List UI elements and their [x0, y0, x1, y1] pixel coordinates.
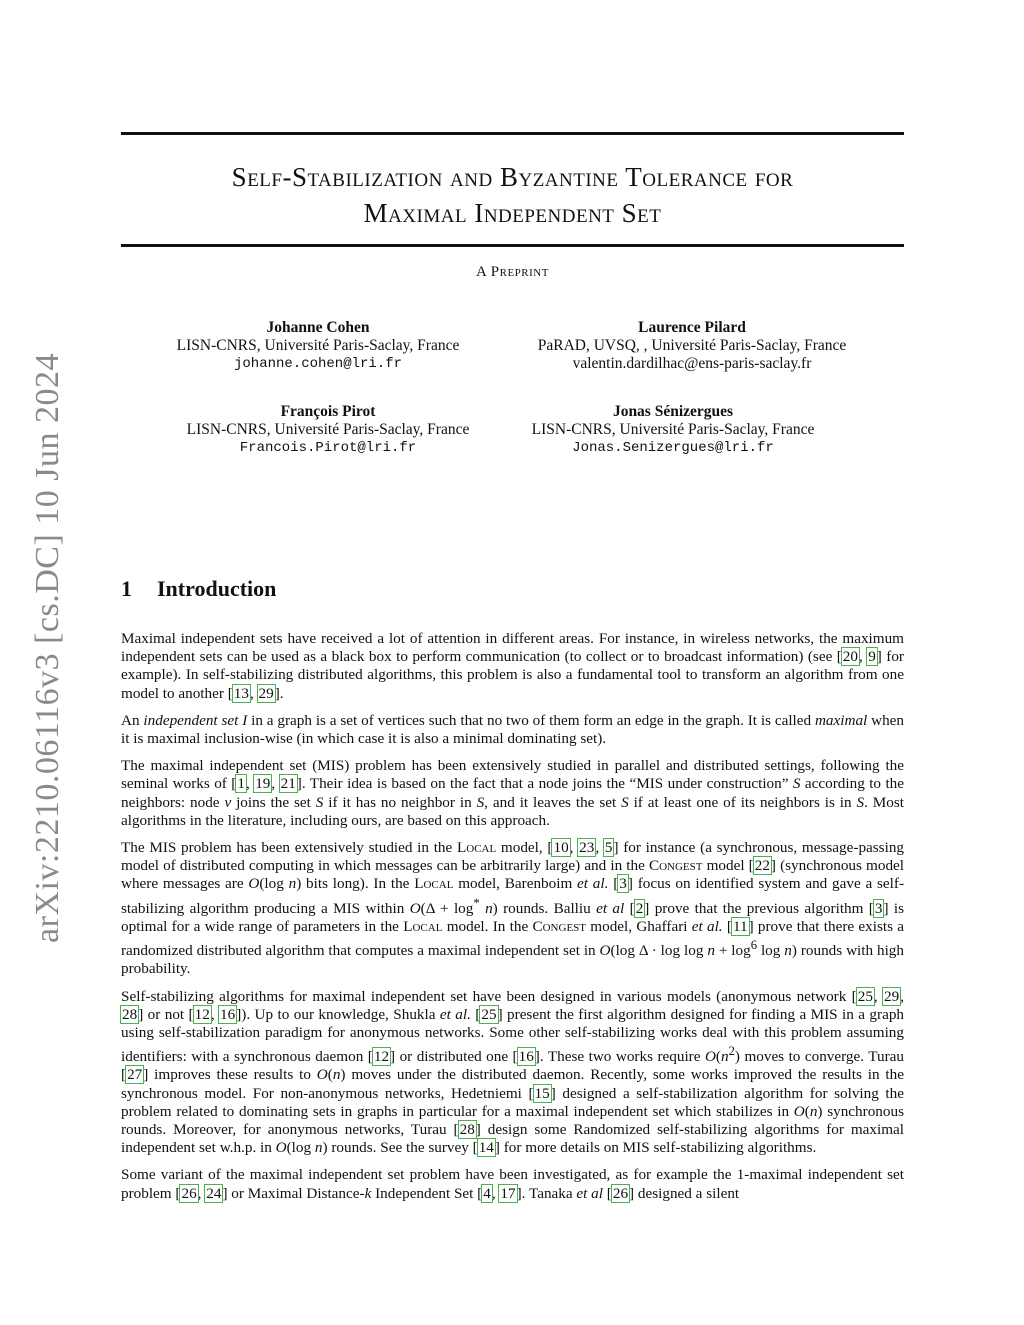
- author-email[interactable]: johanne.cohen@lri.fr: [233, 356, 403, 372]
- citation-link[interactable]: 26: [612, 1184, 629, 1202]
- citation-link[interactable]: 3: [874, 899, 883, 917]
- citation-link[interactable]: 23: [579, 839, 595, 857]
- author-email[interactable]: Jonas.Senizergues@lri.fr: [572, 440, 774, 456]
- author-affiliation: LISN-CNRS, Université Paris-Saclay, France: [176, 337, 460, 354]
- section-title: Introduction: [157, 576, 277, 601]
- author-email[interactable]: Francois.Pirot@lri.fr: [239, 440, 417, 456]
- citation-link[interactable]: 13: [233, 684, 249, 702]
- title-bottom-rule: [121, 244, 904, 247]
- citation-link[interactable]: 27: [127, 1066, 143, 1084]
- paper-title-line-2: Maximal Independent Set: [363, 198, 662, 228]
- author-affiliation: LISN-CNRS, Université Paris-Saclay, France: [531, 421, 815, 438]
- citation-link[interactable]: 12: [373, 1048, 390, 1066]
- author-block: [493, 403, 853, 457]
- author-block: [512, 319, 872, 373]
- body-text: [121, 630, 904, 1212]
- paragraph: Self-stabilizing algorithms for maximal independent set have been designed in various models (anonymous network [25, 29, 28] or not [12, 16]). Up to our knowledge, Shukla et al. [25] present the first algorithm designed for finding a MIS in a graph using self-stabilization paradigm for anonymous networks. Some other self-stabilizing works deal with this problem assuming identifiers: with a synchronous daemon [12] or distributed one [16]. These two works require $O(n^2)$ moves to converge. Turau [27] improves these results to O(n) moves under the distributed daemon. Recently, some works improved the results in the synchronous model. For non-anonymous networks, Hedetniemi [15] designed a self-stabilization algorithm for solving the problem related to dominating sets in graphs in particular for a maximal independent set which stabilizes in O(n) synchronous rounds. Moreover, for anonymous networks, Turau [28] design some Randomized self-stabilizing algorithms for maximal independent set w.h.p. in O(log n) rounds. See the survey [14] for more details on MIS self-stabilizing algorithms.: [121, 987, 905, 1157]
- section-number: 1: [121, 576, 132, 601]
- citation-link[interactable]: 10: [553, 839, 569, 857]
- title-top-rule: [121, 132, 904, 135]
- citation-link[interactable]: 9: [868, 648, 876, 666]
- paragraph: The maximal independent set (MIS) problem has been extensively studied in parallel and distributed settings, following the seminal works of [1, 19, 21]. Their idea is based on the fact that a node joins the “MIS under construction” S according to the neighbors: node v joins the set S if it has no neighbor in S, and it leaves the set S if at least one of its neighbors is in S. Most algorithms in the literature, including ours, are based on this approach.: [121, 757, 905, 829]
- citation-link[interactable]: 25: [481, 1005, 497, 1023]
- citation-link[interactable]: 22: [754, 857, 770, 875]
- citation-link[interactable]: 21: [280, 775, 296, 793]
- paragraph: An independent set I in a graph is a set of vertices such that no two of them form an edge in the graph. It is called maximal when it is maximal inclusion-wise (in which case it is also a minimal dominating set).: [121, 711, 905, 748]
- citation-link[interactable]: 5: [604, 839, 613, 857]
- citation-link[interactable]: 1: [237, 775, 245, 793]
- arxiv-stamp: arXiv:2210.06116v3 [cs.DC] 10 Jun 2024: [29, 352, 66, 944]
- citation-link[interactable]: 28: [122, 1005, 138, 1023]
- citation-link[interactable]: 17: [500, 1184, 516, 1202]
- citation-link[interactable]: 28: [459, 1121, 475, 1139]
- author-name: Laurence Pilard: [638, 319, 746, 336]
- citation-link[interactable]: 16: [220, 1005, 236, 1023]
- citation-link[interactable]: 16: [518, 1048, 534, 1066]
- paragraph: Maximal independent sets have received a lot of attention in different areas. For instance, in wireless networks, the maximum independent sets can be used as a black box to perform communication (to collect or to broadcast information) (see [20, 9] for example). In self-stabilizing distributed algorithms, this problem is also a fundamental tool to transform an algorithm from one model to another [13, 29].: [121, 630, 904, 702]
- paper-title-line-1: Self-Stabilization and Byzantine Tolerance for: [231, 162, 794, 192]
- author-name: François Pirot: [280, 403, 376, 420]
- citation-link[interactable]: 26: [181, 1184, 197, 1202]
- citation-link[interactable]: 19: [255, 775, 271, 793]
- author-email[interactable]: valentin.dardilhac@ens-paris-saclay.fr: [572, 355, 812, 372]
- citation-link[interactable]: 25: [857, 987, 873, 1005]
- author-name: Johanne Cohen: [266, 319, 370, 336]
- citation-link[interactable]: 29: [884, 987, 900, 1005]
- citation-link[interactable]: 20: [842, 648, 858, 666]
- paragraph: The MIS problem has been extensively studied in the Local model, [10, 23, 5] for instance (a synchronous, message-passing model of distributed computing in which messages can be arbitrarily large) and in the Congest model [22] (synchronous model where messages are O(log n) bits long). In the Local model, Barenboim et al. [3] focus on identified system and gave a self-stabilizing algorithm producing a MIS within O(Δ + log* n) rounds. Balliu et al [2] prove that the previous algorithm [3] is optimal for a wide range of parameters in the Local model. In the Congest model, Ghaffari et al. [11] prove that there exists a randomized distributed algorithm that computes a maximal independent set in O(log $\Delta \cdot \log \log n + \log^6 \log n$) rounds with high probability.: [121, 839, 905, 978]
- paragraph: Some variant of the maximal independent set problem have been investigated, as for example the 1-maximal independent set problem [26, 24] or Maximal Distance-k Independent Set [4, 17]. Tanaka et al [26] designed a silent: [121, 1166, 904, 1202]
- citation-link[interactable]: 3: [619, 875, 627, 893]
- author-affiliation: LISN-CNRS, Université Paris-Saclay, France: [186, 421, 470, 438]
- citation-link[interactable]: 11: [732, 917, 748, 935]
- citation-link[interactable]: 4: [483, 1184, 491, 1202]
- author-block: [138, 319, 498, 373]
- citation-link[interactable]: 12: [194, 1005, 210, 1023]
- citation-link[interactable]: 14: [478, 1139, 494, 1157]
- section-heading: [121, 576, 276, 602]
- citation-link[interactable]: 29: [258, 684, 274, 702]
- author-name: Jonas Sénizergues: [612, 403, 734, 420]
- author-block: [148, 403, 508, 457]
- citation-link[interactable]: 24: [206, 1184, 222, 1202]
- author-affiliation: PaRAD, UVSQ, , Université Paris-Saclay, France: [537, 337, 847, 354]
- citation-link[interactable]: 15: [534, 1084, 550, 1102]
- preprint-label: A Preprint: [476, 264, 549, 280]
- citation-link[interactable]: 2: [635, 899, 644, 917]
